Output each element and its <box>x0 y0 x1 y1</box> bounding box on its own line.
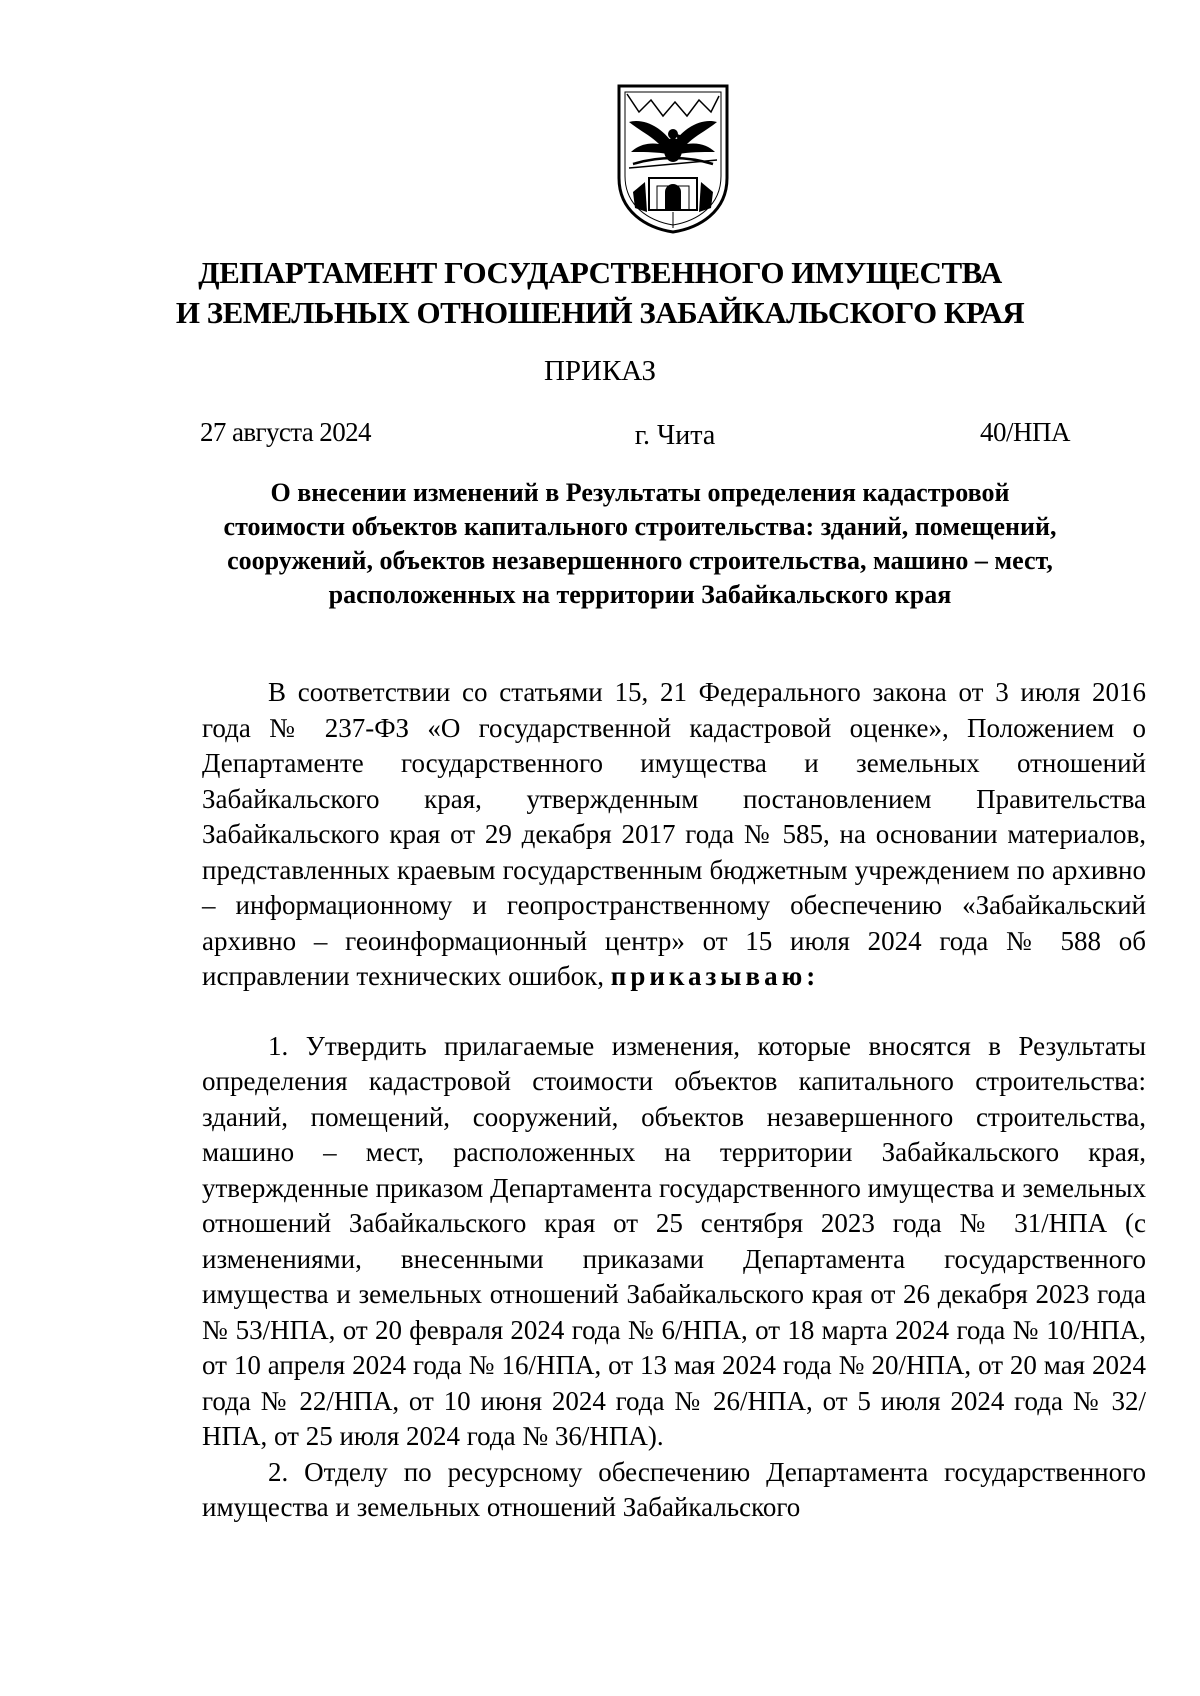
department-title-line-2: И ЗЕМЕЛЬНЫХ ОТНОШЕНИЙ ЗАБАЙКАЛЬСКОГО КРАЯ <box>175 295 1025 330</box>
paragraph-gap <box>202 995 1146 1029</box>
order-subject <box>180 476 1100 612</box>
coat-of-arms-emblem <box>613 82 733 234</box>
order-subject-line-3: сооружений, объектов незавершенного строительства, машино – мест, <box>227 546 1053 575</box>
order-word: приказываю: <box>610 961 820 991</box>
order-item-1: 1. Утвердить прилагаемые изменения, которые вносятся в Результаты определения кадастровой стоимости объектов капитального строительства: зданий, помещений, сооружений, объектов незавершенного строительства, машино – мест, расположенных на территории Забайкальского края, утвержденные приказом Департамента государственного имущества и земельных отношений Забайкальского края от 25 сентября 2023 года № 31/НПА (с изменениями, внесенными приказами Департамента государственного имущества и земельных отношений Забайкальского края от 26 декабря 2023 года № 53/НПА, от 20 февраля 2024 года № 6/НПА, от 18 марта 2024 года № 10/НПА, от 10 апреля 2024 года № 16/НПА, от 13 мая 2024 года № 20/НПА, от 20 мая 2024 года № 22/НПА, от 10 июня 2024 года № 26/НПА, от 5 июля 2024 года № 32/НПА, от 25 июля 2024 года № 36/НПА). <box>202 1030 1146 1451</box>
order-city: г. Чита <box>634 420 716 451</box>
order-subject-line-1: О внесении изменений в Результаты определения кадастровой <box>270 478 1010 507</box>
order-number: 40/НПА <box>980 417 1070 447</box>
preamble-paragraph <box>202 675 1146 995</box>
department-title-line-1: ДЕПАРТАМЕНТ ГОСУДАРСТВЕННОГО ИМУЩЕСТВА <box>198 255 1002 290</box>
order-subject-line-2: стоимости объектов капитального строительства: зданий, помещений, <box>223 512 1057 541</box>
order-date: 27 августа 2024 <box>200 417 371 447</box>
order-body <box>202 675 1146 1526</box>
preamble-text: В соответствии со статьями 15, 21 Федерального закона от 3 июля 2016 года № 237-ФЗ «О государственной кадастровой оценке», Положением о Департаменте государственного имущества и земельных отношений Забайкальского края, утвержденным постановлением Правительства Забайкальского края от 29 декабря 2017 года № 585, на основании материалов, представленных краевым государственным бюджетным учреждением по архивно – информационному и геопространственному обеспечению «Забайкальский архивно – геоинформационный центр» от 15 июля 2024 года № 588 об исправлении технических ошибок, <box>202 677 1146 991</box>
order-subject-line-4: расположенных на территории Забайкальского края <box>328 580 952 609</box>
order-item-2: 2. Отделу по ресурсному обеспечению Департамента государственного имущества и земельных отношений Забайкальского <box>202 1456 1146 1522</box>
document-type: ПРИКАЗ <box>543 355 657 387</box>
department-title <box>0 253 1200 333</box>
coat-of-arms-icon <box>613 82 733 234</box>
